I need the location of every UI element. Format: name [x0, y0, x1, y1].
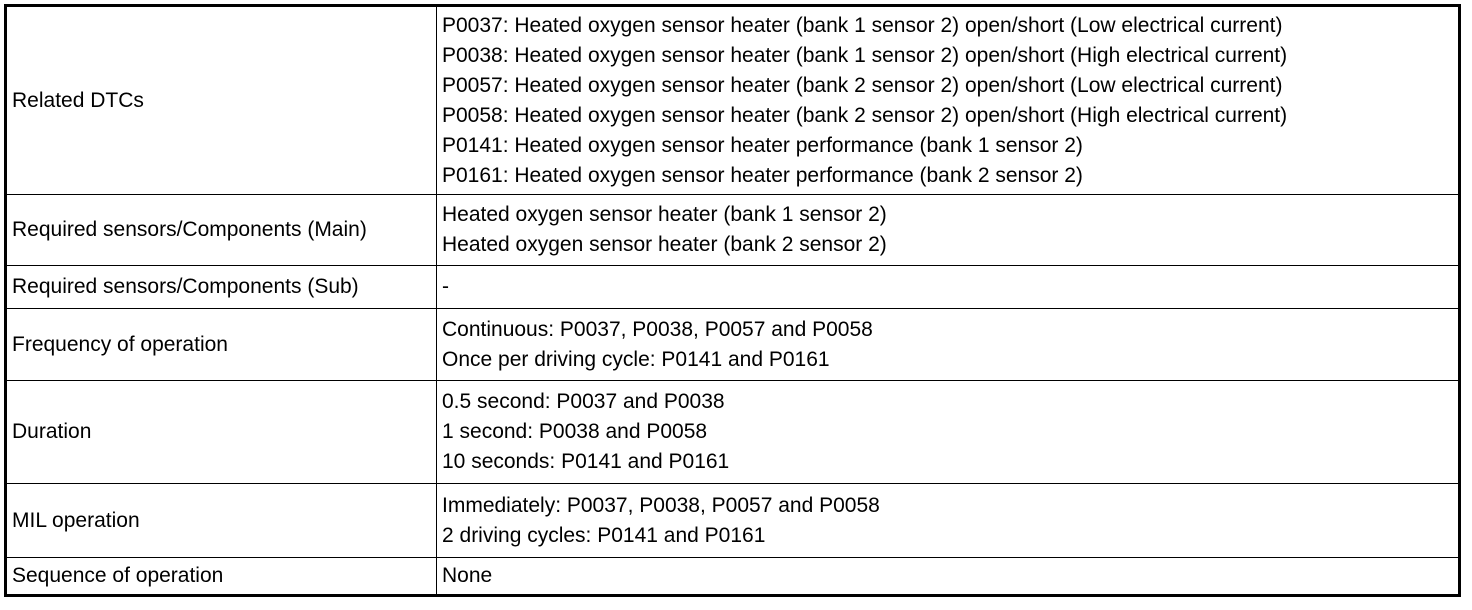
row-label: Duration: [6, 381, 437, 484]
value-line: -: [442, 275, 449, 298]
table-row-duration: [6, 381, 1460, 484]
row-label: Sequence of operation: [6, 558, 437, 596]
row-label: MIL operation: [6, 484, 437, 558]
row-value: [437, 266, 1460, 309]
row-value: [437, 558, 1460, 596]
row-value: [437, 484, 1460, 558]
dtc-line: P0058: Heated oxygen sensor heater (bank 2 sensor 2) open/short (High electrical current): [442, 103, 1288, 127]
row-value: [437, 381, 1460, 484]
monitor-spec-table: [4, 4, 1461, 597]
table-row-frequency: [6, 309, 1460, 381]
row-value: [437, 309, 1460, 381]
value-line: Heated oxygen sensor heater (bank 1 sensor 2): [442, 203, 887, 226]
row-label: Required sensors/Components (Main): [6, 195, 437, 266]
value-line: 1 second: P0038 and P0058: [442, 420, 708, 443]
table-row-required-sub: [6, 266, 1460, 309]
value-line: Heated oxygen sensor heater (bank 2 sensor 2): [442, 233, 887, 256]
row-label: Related DTCs: [6, 6, 437, 195]
table-row-sequence: [6, 558, 1460, 596]
row-label: Required sensors/Components (Sub): [6, 266, 437, 309]
table-row-related-dtcs: [6, 6, 1460, 195]
value-line: 2 driving cycles: P0141 and P0161: [442, 523, 766, 547]
value-line: Immediately: P0037, P0038, P0057 and P0058: [442, 493, 880, 517]
value-line: 0.5 second: P0037 and P0038: [442, 390, 725, 413]
value-line: None: [442, 564, 493, 587]
value-line: Continuous: P0037, P0038, P0057 and P0058: [442, 317, 873, 341]
dtc-line: P0038: Heated oxygen sensor heater (bank 1 sensor 2) open/short (High electrical current): [442, 43, 1288, 67]
dtc-line: P0037: Heated oxygen sensor heater (bank 1 sensor 2) open/short (Low electrical current): [442, 13, 1283, 37]
row-value: [437, 6, 1460, 195]
table-row-required-main: [6, 195, 1460, 266]
value-line: 10 seconds: P0141 and P0161: [442, 450, 730, 473]
row-label: Frequency of operation: [6, 309, 437, 381]
dtc-line: P0161: Heated oxygen sensor heater performance (bank 2 sensor 2): [442, 163, 1083, 187]
dtc-line: P0141: Heated oxygen sensor heater performance (bank 1 sensor 2): [442, 133, 1083, 157]
table-row-mil-operation: [6, 484, 1460, 558]
value-line: Once per driving cycle: P0141 and P0161: [442, 347, 830, 371]
dtc-line: P0057: Heated oxygen sensor heater (bank 2 sensor 2) open/short (Low electrical current): [442, 73, 1283, 97]
row-value: [437, 195, 1460, 266]
